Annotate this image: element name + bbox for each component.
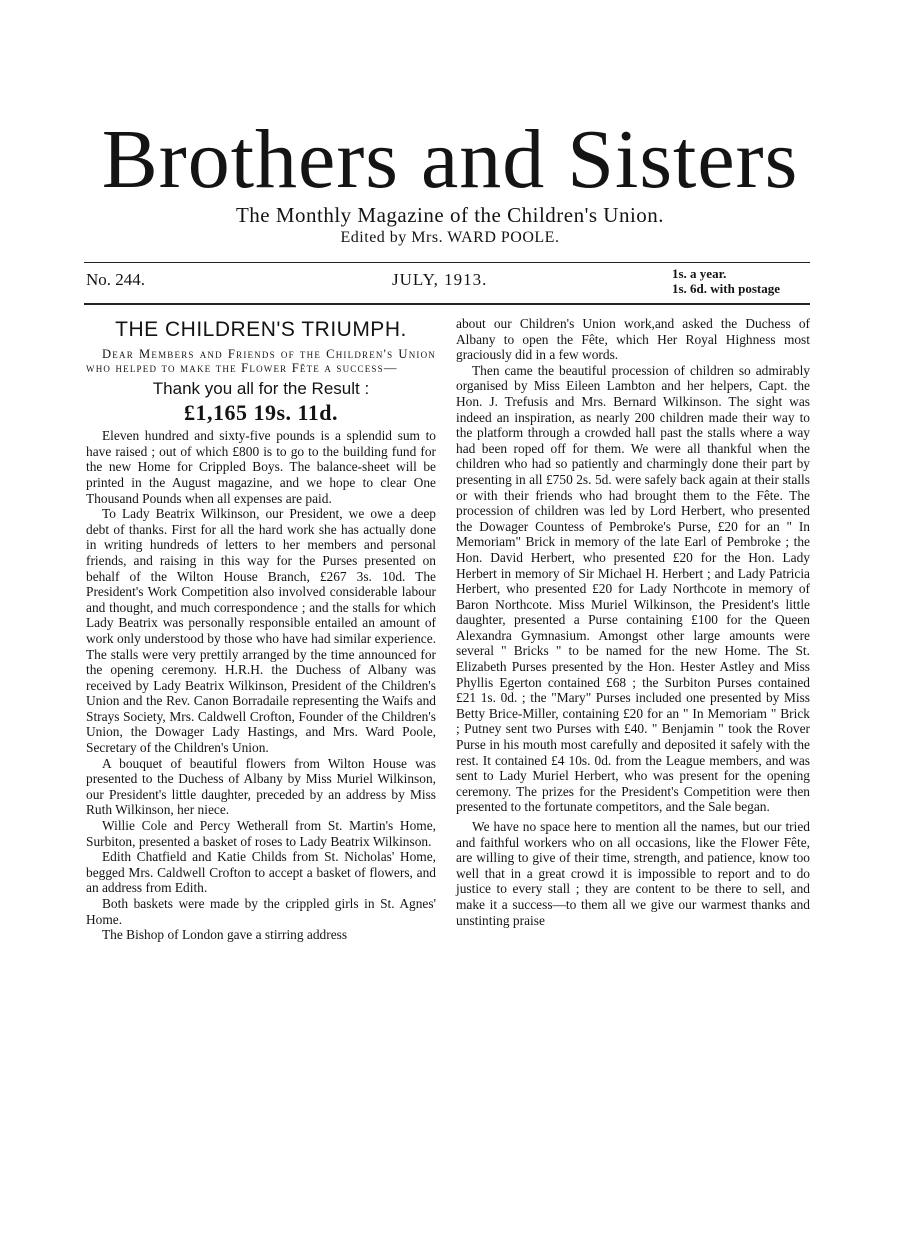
thanks-line: Thank you all for the Result : xyxy=(152,379,370,399)
price-yearly: 1s. a year. xyxy=(672,266,727,281)
masthead-title: Brothers and Sisters xyxy=(101,113,799,206)
article-paragraph: Edith Chatfield and Katie Childs from St. Nicholas' Home, begged Mrs. Caldwell Crofton to accept a basket of flowers, and an address from Edith. xyxy=(86,849,436,896)
article-paragraph: about our Children's Union work,and asked the Duchess of Albany to open the Fête, which Her Royal Highness most graciously did in a few words. xyxy=(456,316,810,363)
article-paragraph: Then came the beautiful procession of children so admirably organised by Miss Eileen Lambton and her helpers, Capt. the Hon. J. Trefusis and Mrs. Bernard Wilkinson. The sight was indeed an inspiration, as nearly 200 children made their way to the platform through a crowded hall past the stalls where a way had been roped off for them. We were all thankful when the children who had so patiently and charmingly done their part by presenting in all £750 2s. 5d. were safely back again at their stalls or with their friends who had brought them to the Fête. The procession of children was led by Lord Herbert, who presented the Dowager Countess of Pembroke's Purse, £20 for an " In Memoriam" Brick in memory of the late Earl of Pembroke ; the Hon. David Herbert, who presented £20 for the Hon. Lady Herbert in memory of Sir Michael H. Herbert ; and Lady Patricia Herbert, who presented £20 for Lady Northcote in memory of Baron Northcote. Miss Muriel Wilkinson, the President's little daughter, presented a Purse containing £100 for the Queen Alexandra Gymnasium. Amongst other large amounts were several " Bricks " to be named for the new Home. The St. Elizabeth Purses presented by the Hon. Hester Astley and Miss Phyllis Egerton contained £68 ; the Surbiton Purses contained £21 1s. 0d. ; the "Mary" Purses included one presented by Miss Betty Brice-Miller, containing £20 for an " In Memoriam " Brick ; Putney sent two Purses with £40. " Benjamin " took the Rover Purse in his mouth most carefully and deposited it safely with the rest. It contained £4 10s. 0d. from the League members, and was sent to Lady Muriel Herbert, who was present for the opening ceremony. The prizes for the President's Competition were then presented to the fortunate competitors, and the Sale began. xyxy=(456,362,810,815)
article-column-right xyxy=(456,316,810,928)
article-column-left xyxy=(86,316,436,943)
article-paragraph: To Lady Beatrix Wilkinson, our President, we owe a deep debt of thanks. First for all the hard work she has actually done in writing hundreds of letters to her members and personal friends, and raising in this way for the Purses presented on behalf of the Wilton House Branch, £267 3s. 10d. The President's Work Competition also involved considerable labour and thought, and much correspondence ; and the stalls for which Lady Beatrix was personally responsible entailed an amount of work only understood by those who have had similar experience. The stalls were very prettily arranged by the time announced for the opening ceremony. H.R.H. the Duchess of Albany was received by Lady Beatrix Wilkinson, President of the Children's Union and the Rev. Canon Borradaile representing the Waifs and Strays Society, Mrs. Caldwell Crofton, Founder of the Children's Union, the Dowager Lady Hastings, and Mrs. Ward Poole, Secretary of the Children's Union. xyxy=(86,506,436,756)
editor-credit: Edited by Mrs. WARD POOLE. xyxy=(340,229,560,246)
masthead-subtitle: The Monthly Magazine of the Children's Union. xyxy=(235,203,665,227)
article-paragraph: Eleven hundred and sixty-five pounds is a splendid sum to have raised ; out of which £800 is to go to the building fund for the new Home for Crippled Boys. The balance-sheet will be printed in the August magazine, and we hope to clear One Thousand Pounds when all expenses are paid. xyxy=(86,428,436,506)
article-address: Dear Members and Friends of the Children's Union who helped to make the Flower Fête a success— xyxy=(86,347,436,375)
header-rule-top xyxy=(84,262,810,263)
price-with-postage: 1s. 6d. with postage xyxy=(672,281,780,296)
article-paragraph: Willie Cole and Percy Wetherall from St. Martin's Home, Surbiton, presented a basket of roses to Lady Beatrix Wilkinson. xyxy=(86,818,436,849)
article-paragraph: Both baskets were made by the crippled girls in St. Agnes' Home. xyxy=(86,896,436,927)
article-paragraph: A bouquet of beautiful flowers from Wilton House was presented to the Duchess of Albany by Miss Muriel Wilkinson, our President's little daughter, preceded by an address by Miss Ruth Wilkinson, her niece. xyxy=(86,755,436,818)
header-rule-bottom xyxy=(84,303,810,305)
issue-date: JULY, 1913. xyxy=(392,270,488,289)
subscription-price xyxy=(672,266,780,296)
total-raised: £1,165 19s. 11d. xyxy=(183,400,339,426)
article-paragraph: We have no space here to mention all the names, but our tried and faithful workers who on all occasions, like the Flower Fête, are willing to give of their time, strength, and patience, know too well that in a great crowd it is impossible to report and to do justice to every stall ; they are content to be there to sell, and make it a success—to them all we give our warmest thanks and unstinting praise xyxy=(456,819,810,928)
article-paragraph: The Bishop of London gave a stirring address xyxy=(102,927,348,943)
article-headline: THE CHILDREN'S TRIUMPH. xyxy=(115,318,407,341)
issue-number: No. 244. xyxy=(86,270,146,289)
